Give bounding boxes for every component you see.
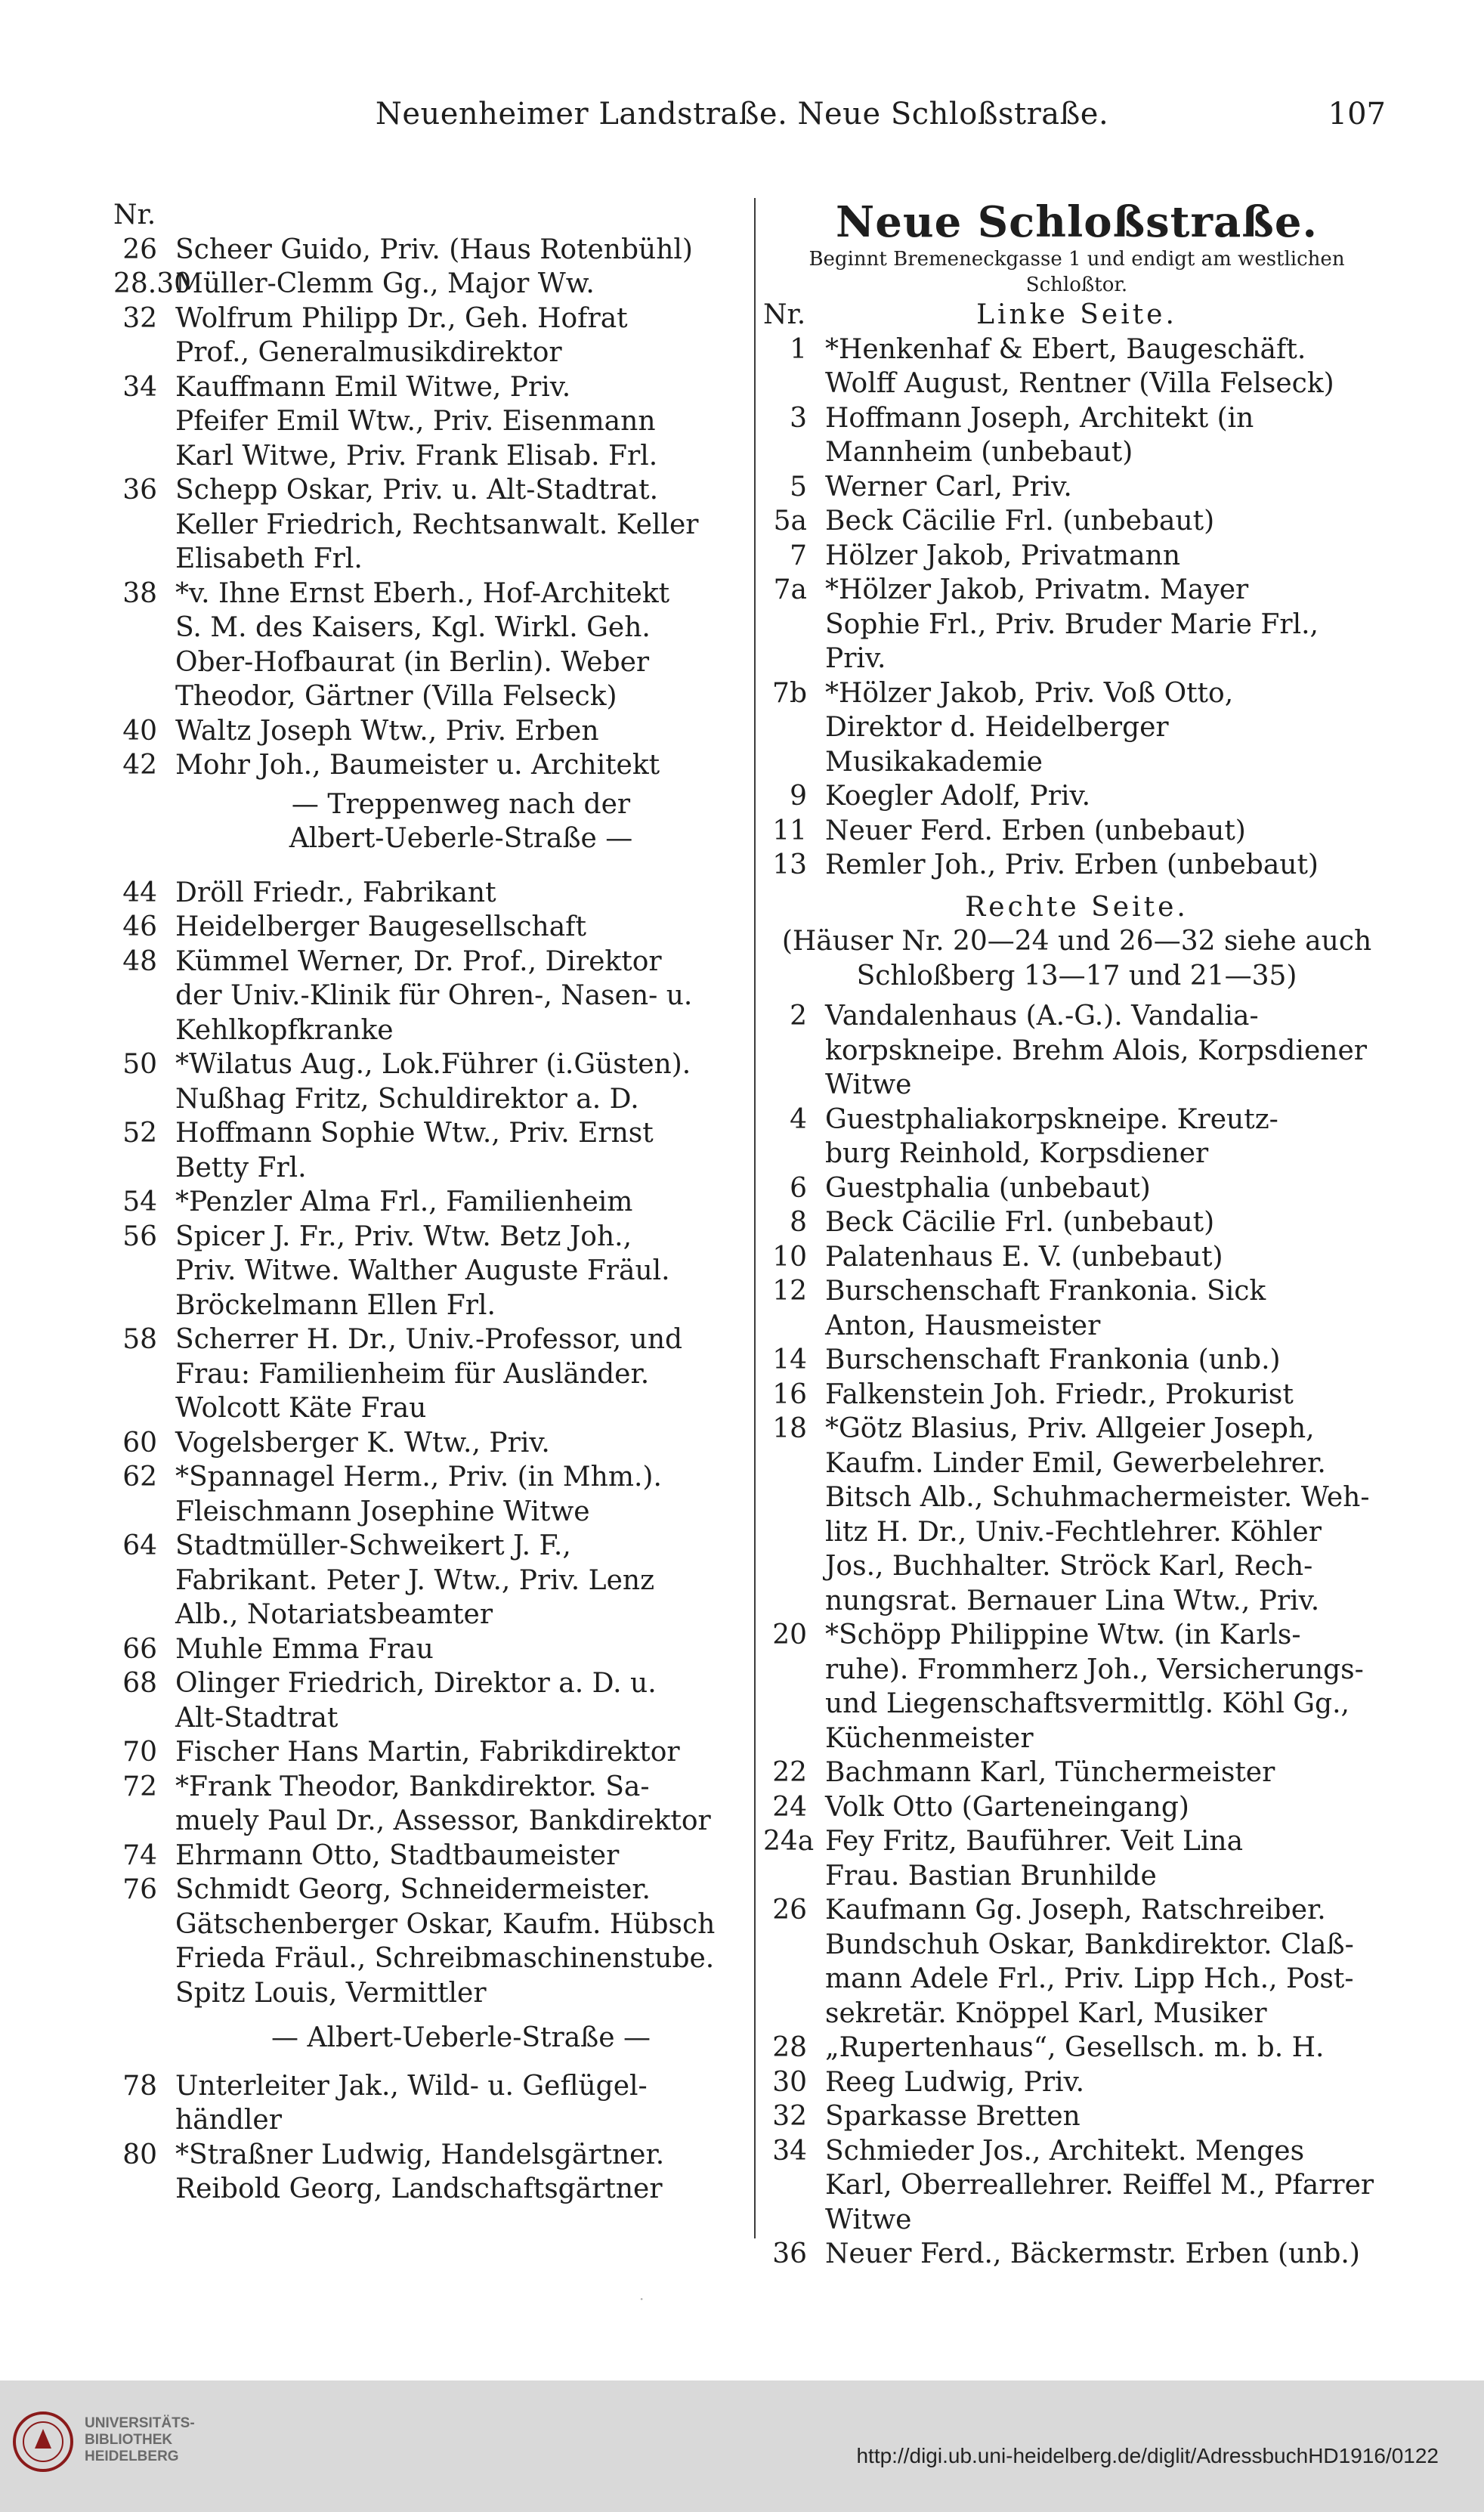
entry-text: Stadtmüller-Schweikert J. F., Fabrikant. Peter J. Wtw., Priv. Lenz Alb., Notariatsbeamter <box>175 1530 655 1630</box>
directory-entry <box>763 1790 1390 1825</box>
entry-text: Hoffmann Joseph, Architekt (in Mannheim (unbebaut) <box>825 402 1254 468</box>
directory-entry <box>763 848 1390 883</box>
entry-text: Falkenstein Joh. Friedr., Prokurist <box>825 1378 1294 1410</box>
directory-entry <box>113 1460 748 1529</box>
directory-entry <box>763 1412 1390 1618</box>
entry-text: Vogelsberger K. Wtw., Priv. <box>175 1427 550 1459</box>
street-title: Neue Schloßstraße. <box>836 197 1318 247</box>
entry-text: *v. Ihne Ernst Eberh., Hof-Architekt S. M. des Kaisers, Kgl. Wirkl. Geh. Ober-Hofbaurat (in Berlin). Weber Theodor, Gärtner (Villa Felseck) <box>175 577 670 712</box>
directory-entry <box>763 1893 1390 2031</box>
house-number: 32 <box>772 2101 807 2132</box>
entry-text: Reeg Ludwig, Priv. <box>825 2066 1085 2098</box>
house-number: 68 <box>122 1668 157 1699</box>
directory-entry <box>113 1873 748 2010</box>
entry-text: Olinger Friedrich, Direktor a. D. u. Alt-Stadtrat <box>175 1668 657 1734</box>
entry-text: *Henkenhaf & Ebert, Baugeschäft. Wolff August, Rentner (Villa Felseck) <box>825 333 1334 399</box>
house-number: 72 <box>122 1771 157 1802</box>
entry-list-3 <box>113 2069 748 2207</box>
house-number: 11 <box>772 815 807 846</box>
entry-text: Guestphaliakorpskneipe. Kreutz- burg Reinhold, Korpsdiener <box>825 1103 1278 1169</box>
side-note: (Häuser Nr. 20—24 und 26—32 siehe auch Schloßberg 13—17 und 21—35) <box>781 926 1372 991</box>
side-header-row <box>763 298 1390 333</box>
entry-text: *Götz Blasius, Priv. Allgeier Joseph, Kaufm. Linder Emil, Gewerbelehrer. Bitsch Alb., Schuhmachermeister. Weh- litz H. Dr., Univ.-Fechtlehrer. Köhler Jos., Buchhalter. Ströck Karl, Rech- nungsrat. Bernauer Lina Wtw., Priv. <box>825 1413 1370 1616</box>
entry-text: Sparkasse Bretten <box>825 2101 1081 2132</box>
directory-entry <box>113 1220 748 1323</box>
house-number: 26 <box>122 234 157 265</box>
house-number: 34 <box>772 2135 807 2167</box>
directory-entry <box>763 999 1390 1103</box>
entry-list-2 <box>113 876 748 2011</box>
directory-entry <box>763 1824 1390 1893</box>
directory-entry <box>113 267 748 302</box>
entry-text: Volk Otto (Garteneingang) <box>825 1791 1189 1823</box>
left-column <box>113 198 748 2207</box>
directory-entry <box>113 1323 748 1426</box>
nr-label: Nr. <box>763 299 806 330</box>
house-number: 34 <box>122 371 157 403</box>
entry-text: Mohr Joh., Baumeister u. Architekt <box>175 750 660 781</box>
directory-entry <box>113 473 748 577</box>
entry-text: Beck Cäcilie Frl. (unbebaut) <box>825 1207 1215 1238</box>
house-number: 28.30 <box>113 268 192 299</box>
house-number: 80 <box>122 2139 157 2170</box>
house-number: 44 <box>122 877 157 908</box>
house-number: 24a <box>763 1826 815 1857</box>
house-number: 7b <box>772 677 807 709</box>
directory-entry <box>763 1240 1390 1275</box>
entry-text: *Hölzer Jakob, Priv. Voß Otto, Direktor d. Heidelberger Musikakademie <box>825 677 1234 778</box>
entry-text: Bachmann Karl, Tünchermeister <box>825 1757 1275 1788</box>
entry-text: Burschenschaft Frankonia (unb.) <box>825 1344 1281 1375</box>
page-number: 107 <box>1328 97 1386 131</box>
entry-text: Schmidt Georg, Schneidermeister. Gätschenberger Oskar, Kaufm. Hübsch Frieda Fräul., Schreibmaschinenstube. Spitz Louis, Vermittler <box>175 1874 716 2009</box>
directory-entry <box>763 333 1390 401</box>
cross-street-divider: — Albert-Ueberle-Straße — <box>271 2022 651 2053</box>
entry-text: Waltz Joseph Wtw., Priv. Erben <box>175 715 599 747</box>
entry-list-left-side <box>763 333 1390 883</box>
footer-bar <box>0 2381 1484 2512</box>
house-number: 56 <box>122 1220 157 1252</box>
house-number: 7 <box>790 540 807 571</box>
house-number: 16 <box>772 1378 807 1410</box>
side-title-right: Rechte Seite. <box>965 891 1189 923</box>
directory-entry <box>113 1839 748 1873</box>
house-number: 22 <box>772 1757 807 1788</box>
directory-entry <box>113 233 748 268</box>
directory-entry <box>113 1116 748 1185</box>
entry-text: Neuer Ferd., Bäckermstr. Erben (unb.) <box>825 2238 1360 2269</box>
house-number: 58 <box>122 1324 157 1355</box>
directory-entry <box>763 1343 1390 1378</box>
entry-text: *Spannagel Herm., Priv. (in Mhm.). Fleischmann Josephine Witwe <box>175 1462 662 1527</box>
house-number: 18 <box>772 1413 807 1444</box>
directory-entry <box>763 2134 1390 2238</box>
house-number: 5a <box>773 506 807 537</box>
entry-list-right-side <box>763 999 1390 2272</box>
directory-entry <box>763 401 1390 470</box>
scan-mark: · <box>639 2290 645 2308</box>
house-number: 48 <box>122 945 157 977</box>
directory-entry <box>763 1756 1390 1790</box>
house-number: 3 <box>790 402 807 434</box>
directory-entry <box>763 779 1390 814</box>
house-number: 7a <box>773 574 807 605</box>
house-number: 36 <box>772 2238 807 2269</box>
house-number: 13 <box>772 849 807 880</box>
house-number: 64 <box>122 1530 157 1561</box>
entry-text: Muhle Emma Frau <box>175 1633 434 1665</box>
house-number: 36 <box>122 475 157 506</box>
house-number: 5 <box>790 471 807 503</box>
house-number: 50 <box>122 1049 157 1080</box>
directory-entry <box>763 1378 1390 1412</box>
entry-text: Beck Cäcilie Frl. (unbebaut) <box>825 506 1215 537</box>
house-number: 20 <box>772 1619 807 1650</box>
house-number: 54 <box>122 1186 157 1217</box>
library-name-line: UNIVERSITÄTS- <box>85 2415 195 2431</box>
house-number: 78 <box>122 2070 157 2102</box>
entry-text: *Wilatus Aug., Lok.Führer (i.Güsten). Nußhag Fritz, Schuldirektor a. D. <box>175 1049 691 1115</box>
entry-text: Neuer Ferd. Erben (unbebaut) <box>825 815 1246 846</box>
house-number: 62 <box>122 1462 157 1493</box>
entry-text: Palatenhaus E. V. (unbebaut) <box>825 1241 1223 1273</box>
entry-text: Ehrmann Otto, Stadtbaumeister <box>175 1839 620 1871</box>
entry-text: Schepp Oskar, Priv. u. Alt-Stadtrat. Keller Friedrich, Rechtsanwalt. Keller Elisabeth Frl. <box>175 475 699 574</box>
directory-entry <box>763 1618 1390 1756</box>
library-name-line: HEIDELBERG <box>85 2449 179 2464</box>
directory-entry <box>113 1735 748 1770</box>
house-number: 30 <box>772 2066 807 2098</box>
right-column <box>763 198 1390 2272</box>
directory-entry <box>113 748 748 783</box>
directory-entry <box>113 910 748 945</box>
entry-text: *Penzler Alma Frl., Familienheim <box>175 1186 633 1217</box>
house-number: 28 <box>772 2032 807 2063</box>
directory-entry <box>113 1666 748 1735</box>
directory-entry <box>763 1171 1390 1206</box>
directory-entry <box>113 2138 748 2207</box>
house-number: 70 <box>122 1737 157 1768</box>
entry-text: Unterleiter Jak., Wild- u. Geflügel- händler <box>175 2070 648 2136</box>
entry-text: Wolfrum Philipp Dr., Geh. Hofrat Prof., Generalmusikdirektor <box>175 302 628 368</box>
house-number: 74 <box>122 1839 157 1871</box>
directory-entry <box>113 1047 748 1116</box>
entry-text: Remler Joh., Priv. Erben (unbebaut) <box>825 849 1319 880</box>
entry-text: *Frank Theodor, Bankdirektor. Sa- muely Paul Dr., Assessor, Bankdirektor <box>175 1771 711 1836</box>
university-seal-icon <box>12 2411 74 2473</box>
house-number: 46 <box>122 911 157 942</box>
entry-text: Burschenschaft Frankonia. Sick Anton, Hausmeister <box>825 1276 1266 1341</box>
house-number: 66 <box>122 1633 157 1665</box>
column-divider <box>754 198 756 2238</box>
entry-text: *Schöpp Philippine Wtw. (in Karls- ruhe). Frommherz Joh., Versicherungs- und Liegenschaftsvermittlg. Köhl Gg., Küchenmeister <box>825 1619 1364 1754</box>
directory-entry <box>763 470 1390 505</box>
house-number: 14 <box>772 1344 807 1375</box>
nr-label: Nr. <box>113 200 156 230</box>
house-number: 2 <box>790 1001 807 1032</box>
directory-entry <box>763 1103 1390 1171</box>
side-title-left: Linke Seite. <box>976 299 1177 330</box>
directory-entry <box>763 2099 1390 2134</box>
entry-text: Kaufmann Gg. Joseph, Ratschreiber. Bundschuh Oskar, Bankdirektor. Claß- mann Adele Frl., Priv. Lipp Hch., Post- sekretär. Knöppel Karl, Musiker <box>825 1895 1354 2029</box>
house-number: 10 <box>772 1241 807 1273</box>
directory-entry <box>113 1185 748 1220</box>
house-number: 9 <box>790 781 807 812</box>
house-number: 6 <box>790 1172 807 1204</box>
house-number: 42 <box>122 750 157 781</box>
directory-entry <box>113 302 748 370</box>
entry-text: Fischer Hans Martin, Fabrikdirektor <box>175 1737 680 1768</box>
house-number: 1 <box>790 333 807 365</box>
house-number: 12 <box>772 1276 807 1307</box>
directory-entry <box>113 945 748 1048</box>
directory-entry <box>113 1529 748 1632</box>
directory-entry <box>113 1632 748 1667</box>
house-number: 4 <box>790 1103 807 1135</box>
house-number: 24 <box>772 1791 807 1823</box>
street-note: Beginnt Bremeneckgasse 1 und endigt am westlichen Schloßtor. <box>808 248 1345 296</box>
house-number: 38 <box>122 577 157 609</box>
house-number: 40 <box>122 715 157 747</box>
directory-entry <box>113 714 748 749</box>
directory-entry <box>763 814 1390 849</box>
entry-text: Scherrer H. Dr., Univ.-Professor, und Frau: Familienheim für Ausländer. Wolcott Käte Frau <box>175 1324 683 1424</box>
directory-entry <box>763 2237 1390 2272</box>
source-url[interactable]: http://digi.ub.uni-heidelberg.de/diglit/AdressbuchHD1916/0122 <box>856 2444 1439 2467</box>
entry-text: Kauffmann Emil Witwe, Priv. Pfeifer Emil Wtw., Priv. Eisenmann Karl Witwe, Priv. Frank Elisab. Frl. <box>175 371 658 472</box>
entry-text: Müller-Clemm Gg., Major Ww. <box>175 268 595 299</box>
entry-text: Dröll Friedr., Fabrikant <box>175 877 496 908</box>
entry-text: Hölzer Jakob, Privatmann <box>825 540 1181 571</box>
entry-text: *Straßner Ludwig, Handelsgärtner. Reibold Georg, Landschaftsgärtner <box>175 2139 665 2204</box>
entry-text: Spicer J. Fr., Priv. Wtw. Betz Joh., Priv. Witwe. Walther Auguste Fräul. Bröckelmann Ellen Frl. <box>175 1220 670 1321</box>
entry-text: Scheer Guido, Priv. (Haus Rotenbühl) <box>175 234 693 265</box>
entry-text: *Hölzer Jakob, Privatm. Mayer Sophie Frl., Priv. Bruder Marie Frl., Priv. <box>825 574 1319 674</box>
cross-street-divider: — Treppenweg nach der Albert-Ueberle-Straße — <box>289 788 633 854</box>
library-name <box>85 2415 195 2465</box>
entry-text: Kümmel Werner, Dr. Prof., Direktor der Univ.-Klinik für Ohren-, Nasen- u. Kehlkopfkranke <box>175 945 693 1046</box>
directory-entry <box>113 1426 748 1461</box>
entry-list-1 <box>113 233 748 783</box>
directory-entry <box>113 577 748 714</box>
entry-text: Heidelberger Baugesellschaft <box>175 911 586 942</box>
entry-text: Vandalenhaus (A.-G.). Vandalia- korpskneipe. Brehm Alois, Korpsdiener Witwe <box>825 1001 1367 1100</box>
page-header <box>0 97 1484 142</box>
entry-text: Schmieder Jos., Architekt. Menges Karl, Oberreallehrer. Reiffel M., Pfarrer Witwe <box>825 2135 1374 2235</box>
directory-entry <box>763 573 1390 676</box>
house-number: 76 <box>122 1874 157 1905</box>
directory-entry <box>763 1205 1390 1240</box>
entry-text: Guestphalia (unbebaut) <box>825 1172 1151 1204</box>
directory-entry <box>113 370 748 474</box>
directory-entry <box>763 504 1390 539</box>
entry-text: Koegler Adolf, Priv. <box>825 781 1091 812</box>
directory-entry <box>763 2065 1390 2100</box>
house-number: 60 <box>122 1427 157 1459</box>
entry-text: „Rupertenhaus“, Gesellsch. m. b. H. <box>825 2032 1325 2063</box>
entry-text: Werner Carl, Priv. <box>825 471 1072 503</box>
directory-entry <box>763 539 1390 574</box>
directory-entry <box>763 2031 1390 2065</box>
house-number: 52 <box>122 1118 157 1149</box>
house-number: 26 <box>772 1895 807 1926</box>
directory-entry <box>763 676 1390 780</box>
directory-entry <box>113 2069 748 2138</box>
running-title: Neuenheimer Landstraße. Neue Schloßstraße. <box>375 97 1109 131</box>
library-name-line: BIBLIOTHEK <box>85 2432 173 2448</box>
house-number: 8 <box>790 1207 807 1238</box>
entry-text: Fey Fritz, Bauführer. Veit Lina Frau. Bastian Brunhilde <box>825 1826 1244 1892</box>
directory-entry <box>763 1274 1390 1343</box>
directory-entry <box>113 1770 748 1839</box>
entry-text: Hoffmann Sophie Wtw., Priv. Ernst Betty Frl. <box>175 1118 654 1183</box>
directory-entry <box>113 876 748 911</box>
house-number: 32 <box>122 302 157 334</box>
